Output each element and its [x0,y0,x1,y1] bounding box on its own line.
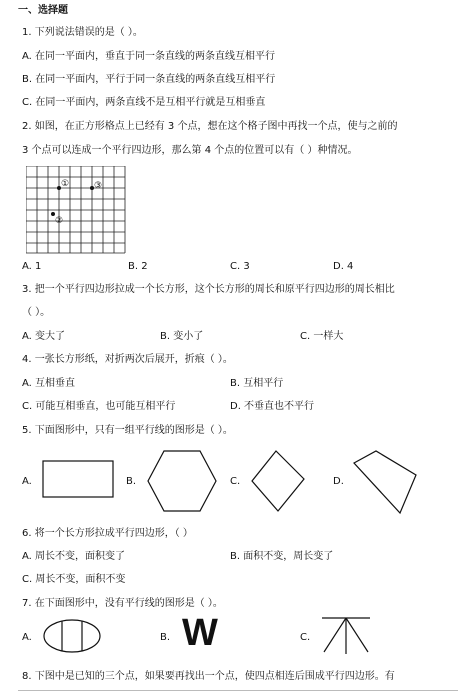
q3-option-c[interactable]: C. 一样大 [300,331,344,342]
section-title: 一、选择题 [18,5,68,16]
q4-option-c[interactable]: C. 可能互相垂直，也可能互相平行 [22,401,176,412]
q7-shape-perpendicular-lines [318,614,374,656]
q1-option-c[interactable]: C. 在同一平面内，两条直线不是互相平行就是互相垂直 [22,97,266,108]
q7-option-c-label[interactable]: C. [300,632,311,643]
q5-option-c-label[interactable]: C. [230,476,241,487]
q2-option-b[interactable]: B. 2 [128,261,148,272]
q8-stem: 8. 下图中是已知的三个点，如果要再找出一个点，使四点相连后围成平行四边形。有 [22,671,395,682]
point-label-1: ① [61,179,70,189]
grid-lines [26,166,125,253]
q6-stem: 6. 将一个长方形拉成平行四边形，（ ） [22,528,193,539]
q4-option-d[interactable]: D. 不垂直也不平行 [230,401,315,412]
q6-option-a[interactable]: A. 周长不变，面积变了 [22,551,126,562]
q6-option-c[interactable]: C. 周长不变，面积不变 [22,574,126,585]
q3-stem-line1: 3. 把一个平行四边形拉成一个长方形，这个长方形的周长和原平行四边形的周长相比 [22,284,395,295]
point-label-2: ② [55,216,64,226]
q4-option-b[interactable]: B. 互相平行 [230,378,284,389]
q1-stem: 1. 下列说法错误的是（ ）。 [22,27,143,38]
q6-option-b[interactable]: B. 面积不变，周长变了 [230,551,334,562]
q7-shape-letter-w: W [182,612,218,654]
q7-option-a-label[interactable]: A. [22,632,32,643]
q3-stem-line2: （ ）。 [22,307,51,318]
q5-option-d-label[interactable]: D. [333,476,344,487]
q5-option-a-label[interactable]: A. [22,476,32,487]
q2-option-d[interactable]: D. 4 [333,261,354,272]
q5-option-b-label[interactable]: B. [126,476,137,487]
q2-option-a[interactable]: A. 1 [22,261,42,272]
q5-shape-rectangle [42,460,116,500]
q3-option-a[interactable]: A. 变大了 [22,331,66,342]
q5-shape-rhombus [250,449,306,513]
q2-stem-line2: 3 个点可以连成一个平行四边形，那么第 4 个点的位置可以有（ ）种情况。 [22,145,358,156]
q5-shape-hexagon [146,449,218,513]
q7-stem: 7. 在下面图形中，没有平行线的图形是（ ）。 [22,598,223,609]
q5-shape-trapezoid [350,449,420,515]
page-bottom-rule [18,690,458,691]
q3-option-b[interactable]: B. 变小了 [160,331,204,342]
q4-stem: 4. 一张长方形纸，对折两次后展开，折痕（ ）。 [22,354,233,365]
q2-grid-figure [26,166,126,254]
q7-option-b-label[interactable]: B. [160,632,171,643]
q4-option-a[interactable]: A. 互相垂直 [22,378,76,389]
q7-shape-circle-with-lines [42,618,102,656]
q1-option-b[interactable]: B. 在同一平面内，平行于同一条直线的两条直线互相平行 [22,74,276,85]
point-label-3: ③ [94,181,103,191]
q2-stem-line1: 2. 如图，在正方形格点上已经有 3 个点，想在这个格子图中再找一个点，使与之前的 [22,121,398,132]
q2-option-c[interactable]: C. 3 [230,261,250,272]
q1-option-a[interactable]: A. 在同一平面内，垂直于同一条直线的两条直线互相平行 [22,51,276,62]
q5-stem: 5. 下面图形中，只有一组平行线的图形是（ ）。 [22,425,233,436]
